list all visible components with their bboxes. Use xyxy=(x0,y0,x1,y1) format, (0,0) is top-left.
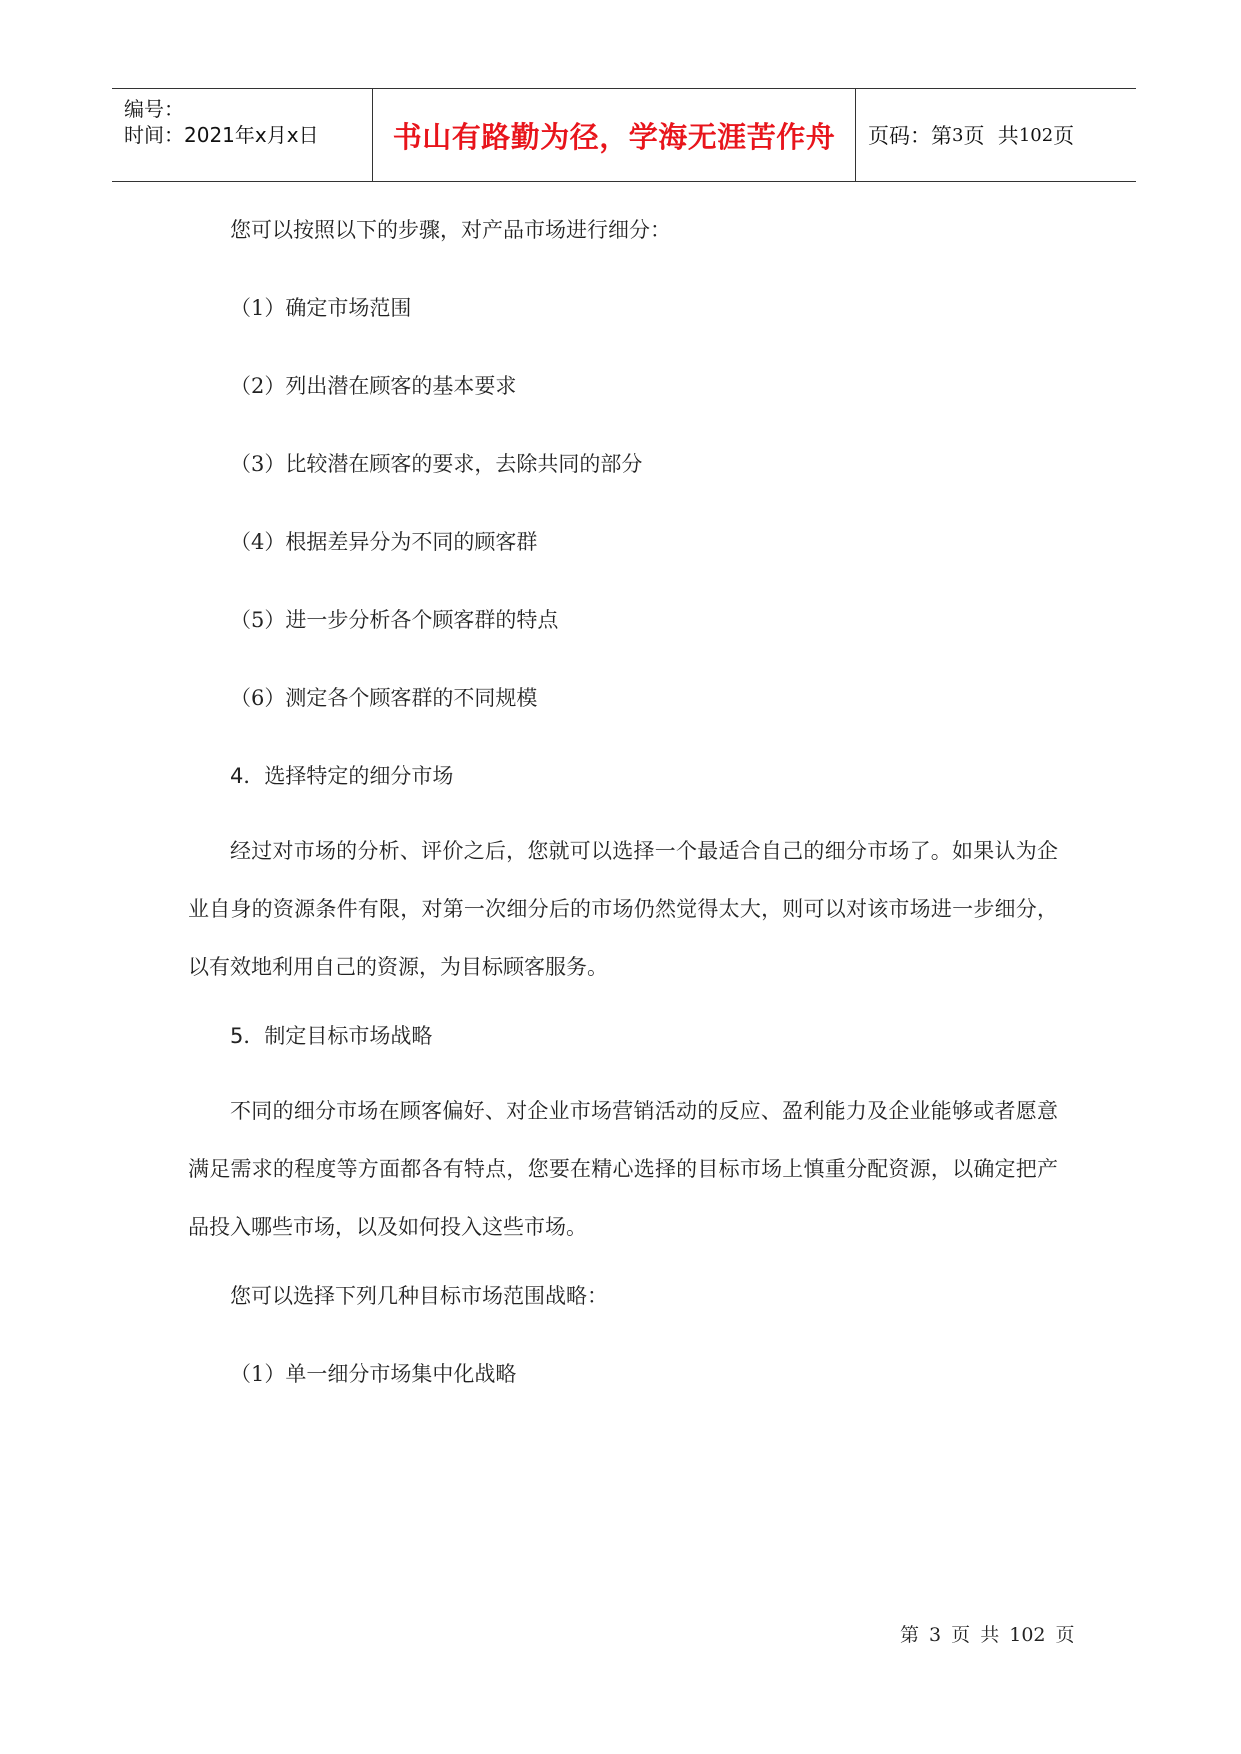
paragraph-5: 不同的细分市场在顾客偏好、对企业市场营销活动的反应、盈利能力及企业能够或者愿意满足需求的程度等方面都各有特点，您要在精心选择的目标市场上慎重分配资源，以确定把产品投入哪些市场，以及如何投入这些市场。 xyxy=(188,1099,1058,1239)
page-label-mid: 页 共 xyxy=(963,124,1019,148)
section-heading-5: 5．制定目标市场战略 xyxy=(230,1024,433,1048)
page-current: 3 xyxy=(952,124,964,146)
section-heading-4: 4．选择特定的细分市场 xyxy=(230,764,454,788)
header-info-cell xyxy=(112,89,373,181)
strategies-intro: 您可以选择下列几种目标市场范围战略： xyxy=(230,1284,608,1308)
header-table xyxy=(112,88,1136,182)
step-item: （3）比较潜在顾客的要求，去除共同的部分 xyxy=(230,452,643,476)
step-item: （6）测定各个顾客群的不同规模 xyxy=(230,686,538,710)
page-total: 102 xyxy=(1018,124,1054,146)
strategy-item: （1）单一细分市场集中化战略 xyxy=(230,1362,517,1386)
page-footer: 第 3 页 共 102 页 xyxy=(900,1624,1075,1646)
step-item: （5）进一步分析各个顾客群的特点 xyxy=(230,608,559,632)
steps-intro: 您可以按照以下的步骤，对产品市场进行细分： xyxy=(230,218,671,242)
document-number-label: 编号： xyxy=(124,97,184,121)
step-item: （1）确定市场范围 xyxy=(230,296,412,320)
step-item: （2）列出潜在顾客的基本要求 xyxy=(230,374,517,398)
document-time-label: 时间：2021年x月x日 xyxy=(124,123,319,147)
header-motto-cell xyxy=(373,89,856,181)
header-page-cell xyxy=(856,89,1136,181)
page-label-prefix: 页码：第 xyxy=(868,124,952,148)
paragraph-4: 经过对市场的分析、评价之后，您就可以选择一个最适合自己的细分市场了。如果认为企业自身的资源条件有限，对第一次细分后的市场仍然觉得太大，则可以对该市场进一步细分，以有效地利用自己的资源，为目标顾客服务。 xyxy=(188,839,1058,979)
page-label-suffix: 页 xyxy=(1053,124,1075,148)
step-item: （4）根据差异分为不同的顾客群 xyxy=(230,530,538,554)
header-motto: 书山有路勤为径，学海无涯苦作舟 xyxy=(392,119,836,154)
